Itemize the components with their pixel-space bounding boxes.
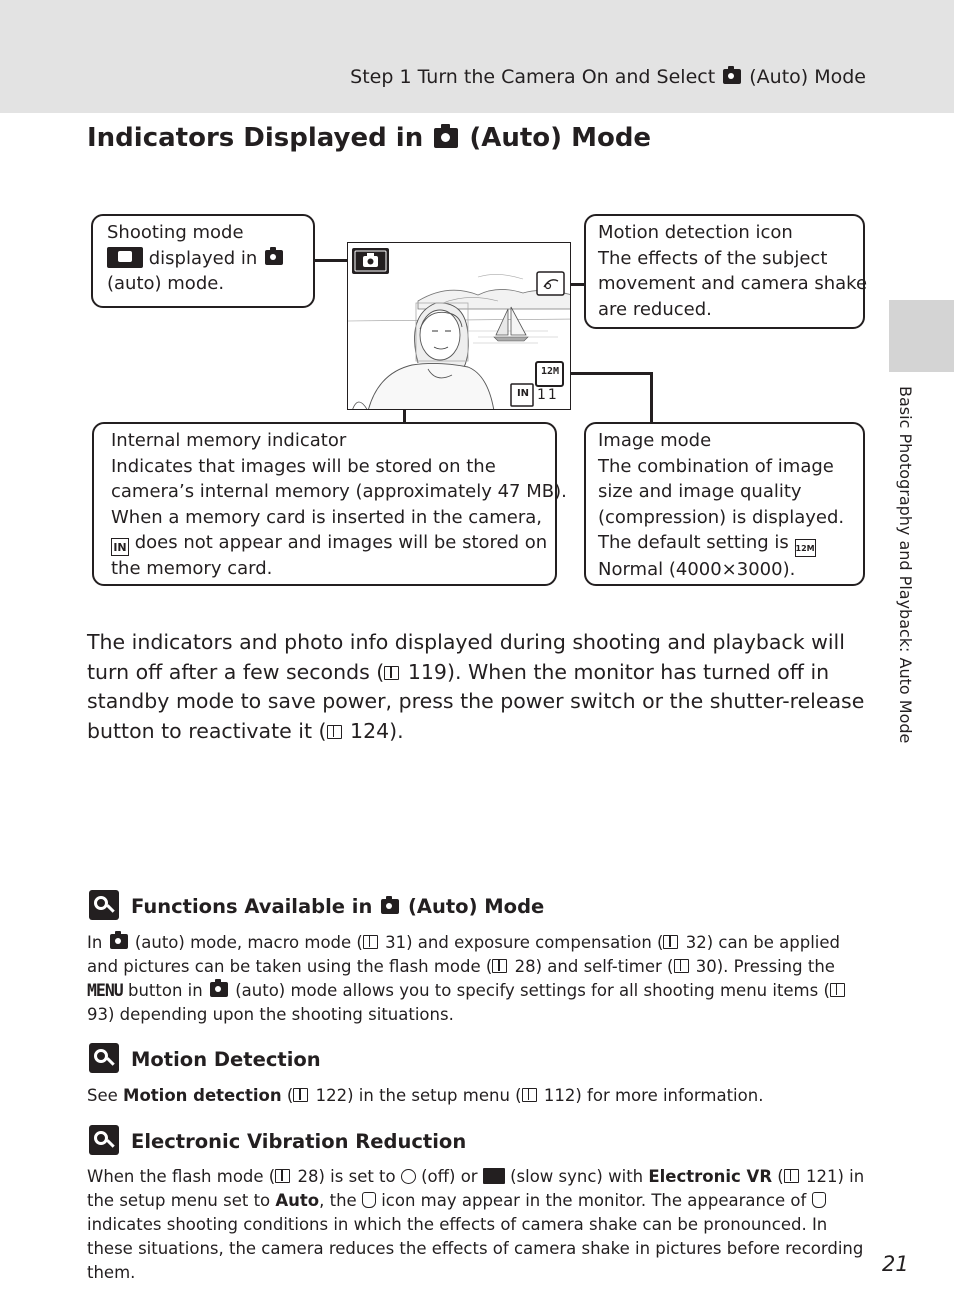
page-reference: 119 [407, 659, 447, 684]
note-title: Motion Detection [131, 1048, 321, 1071]
callout-line: Normal (4000×3000). [598, 559, 796, 580]
callout-heading: Image mode [598, 430, 712, 451]
note-body [87, 1084, 867, 1108]
page-reference: 32 [685, 933, 707, 952]
note-text: ) in the setup menu set to [87, 1167, 865, 1210]
note-text: ) in the setup menu ( [347, 1086, 522, 1105]
callout-line: Indicates that images will be stored on the [111, 455, 496, 477]
note-title: Electronic Vibration Reduction [131, 1130, 467, 1153]
note-icon [89, 890, 119, 920]
chapter-label: Basic Photography and Playback: Auto Mode [896, 386, 915, 744]
page-title-suffix: (Auto) Mode [469, 123, 652, 153]
note-text: (off) or [421, 1167, 478, 1186]
callout-image-mode [584, 422, 865, 586]
note-bold-text: Motion detection [123, 1086, 282, 1105]
page-reference: 112 [543, 1086, 576, 1105]
note-text: ) and exposure compensation ( [406, 933, 664, 952]
note-bold-text: Electronic VR [648, 1167, 773, 1186]
note-text: ) depending upon the shooting situations. [108, 1005, 454, 1024]
note-text: ( [777, 1167, 784, 1186]
shake-warning-icon [812, 1192, 826, 1208]
callout-line: (auto) mode. [107, 273, 225, 294]
note-text: button in [128, 981, 203, 1000]
page-reference: 122 [315, 1086, 348, 1105]
note-text: indicates shooting conditions in which the effects of camera shake can be pronounced. In these situations, the camera reduces the effects of camera shake in pictures before recording them. [87, 1215, 864, 1282]
page-reference-icon [663, 935, 678, 949]
body-text: ). [389, 718, 404, 743]
header-band [0, 0, 954, 113]
auto-mode-camera-icon [381, 899, 399, 914]
page-reference: 121 [805, 1167, 838, 1186]
auto-mode-camera-icon [265, 250, 283, 265]
page-title-prefix: Indicators Displayed in [87, 123, 424, 153]
note-text: ) can be applied and pictures can be taken using the flash mode ( [87, 933, 841, 976]
chapter-tab [889, 300, 954, 372]
page-reference-icon [363, 935, 378, 949]
note-text: ) and self-timer ( [535, 957, 674, 976]
callout-internal-memory [92, 422, 567, 586]
note-text: ) for more information. [575, 1086, 764, 1105]
note-text: When the flash mode ( [87, 1167, 276, 1186]
callout-heading: Shooting mode [107, 222, 244, 243]
note-text: ( [286, 1086, 294, 1105]
page-reference-icon [293, 1088, 308, 1102]
page-reference-icon [784, 1169, 799, 1183]
note-text: (auto) mode, macro mode ( [134, 933, 363, 952]
note-icon [89, 1043, 119, 1073]
internal-memory-icon: IN [111, 538, 129, 556]
connector-line [650, 372, 653, 423]
note-body [87, 931, 867, 1027]
flash-off-icon [401, 1169, 416, 1184]
note-body [87, 1165, 867, 1285]
callout-text: displayed in [148, 247, 258, 269]
callout-line: movement and camera shake [598, 273, 868, 294]
connector-line [560, 372, 653, 375]
callout-heading: Internal memory indicator [111, 430, 347, 451]
image-mode-icon: 12M [795, 539, 816, 557]
note-text: (slow sync) with [510, 1167, 644, 1186]
callout-shooting-mode [91, 214, 315, 308]
page-reference-icon [522, 1088, 537, 1102]
callout-heading: Motion detection icon [598, 222, 793, 243]
page-reference-icon [830, 983, 845, 997]
note-title [131, 895, 544, 918]
body-text: The indicators and photo info displayed during shooting and playback will turn off after a few seconds ( [87, 630, 845, 684]
callout-line: size and image quality [598, 481, 802, 502]
callout-line: (compression) is displayed. [598, 506, 845, 528]
callout-text: does not appear and images will be stored on [134, 532, 548, 553]
note-text: icon may appear in the monitor. The appearance of [381, 1191, 807, 1210]
page-reference: 93 [87, 1005, 108, 1024]
callout-line [111, 530, 548, 556]
exposures-remaining: 11 [537, 387, 559, 403]
page-reference-icon [327, 725, 342, 739]
note-icon [89, 1125, 119, 1155]
body-paragraph [87, 628, 877, 746]
page-reference: 31 [385, 933, 407, 952]
slow-sync-flash-icon [483, 1168, 505, 1184]
callout-motion-detection [584, 214, 868, 329]
connector-line [315, 259, 351, 262]
note-text: ) is set to [318, 1167, 396, 1186]
body-text: ). When the monitor has turned off in standby mode to save power, press the power switch or the shutter-release button to reactivate it ( [87, 659, 865, 743]
menu-button-label: MENU [87, 981, 123, 1000]
note-text: , the [319, 1191, 357, 1210]
internal-memory-badge: IN [516, 388, 530, 399]
callout-line: The combination of image [598, 455, 834, 477]
page-reference: 30 [695, 957, 717, 976]
callout-line: When a memory card is inserted in the camera, [111, 506, 542, 528]
camera-monitor-illustration [347, 242, 571, 410]
page-reference-icon [275, 1169, 290, 1183]
running-header-suffix: (Auto) Mode [749, 66, 866, 88]
page-title [87, 123, 651, 153]
auto-mode-camera-icon [434, 128, 458, 148]
callout-text: The default setting is [598, 532, 789, 553]
callout-line: camera’s internal memory (approximately 47 MB). [111, 481, 567, 502]
page-reference: 28 [514, 957, 536, 976]
page-reference: 28 [297, 1167, 319, 1186]
note-text: See [87, 1086, 118, 1105]
callout-line [107, 246, 299, 272]
callout-line [598, 530, 851, 557]
auto-mode-camera-icon [110, 934, 128, 949]
page-reference-icon [492, 959, 507, 973]
shooting-mode-icon [107, 247, 143, 268]
shake-warning-icon [362, 1192, 376, 1208]
auto-mode-camera-icon [723, 69, 741, 84]
note-title-text: (Auto) Mode [407, 895, 545, 918]
note-text: In [87, 933, 103, 952]
callout-line: The effects of the subject [598, 247, 828, 269]
note-bold-text: Auto [275, 1191, 320, 1210]
note-title-text: Functions Available in [131, 895, 373, 918]
callout-line: the memory card. [111, 558, 273, 579]
portrait-scene-illustration [348, 243, 571, 410]
page-reference-icon [384, 666, 399, 680]
note-text: (auto) mode allows you to specify settings for all shooting menu items ( [235, 981, 830, 1000]
page-number: 21 [882, 1252, 909, 1276]
callout-line: are reduced. [598, 298, 712, 320]
page-reference-icon [674, 959, 689, 973]
running-header-prefix: Step 1 Turn the Camera On and Select [350, 66, 716, 88]
running-header [350, 66, 866, 88]
image-mode-badge: 12M [540, 366, 560, 377]
page-reference: 124 [350, 718, 390, 743]
auto-mode-camera-icon [210, 982, 228, 997]
note-text: ). Pressing the [716, 957, 835, 976]
